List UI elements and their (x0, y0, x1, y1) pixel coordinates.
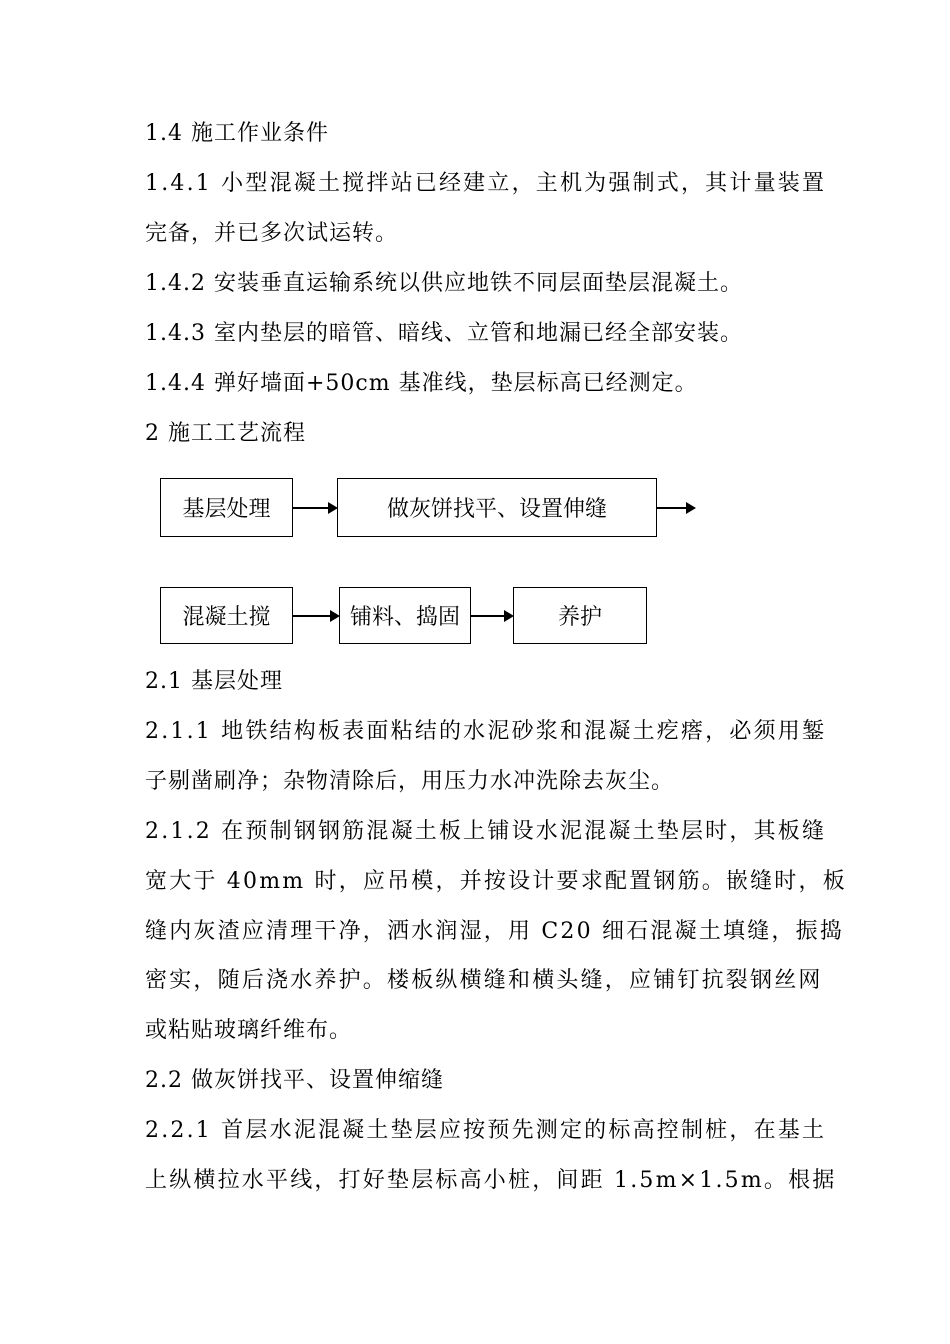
section-heading-1-4: 1.4 施工作业条件 (145, 121, 329, 146)
flow-step-placing-tamping: 铺料、捣固 (339, 587, 471, 644)
paragraph-line: 1.4.2 安装垂直运输系统以供应地铁不同层面垫层混凝土。 (145, 271, 743, 296)
paragraph-line: 缝内灰渣应清理干净，洒水润湿，用 C20 细石混凝土填缝，振捣 (145, 919, 845, 944)
flow-step-leveling-joints: 做灰饼找平、设置伸缝 (337, 478, 657, 537)
paragraph-line: 1.4.4 弹好墙面+50cm 基准线，垫层标高已经测定。 (145, 371, 698, 396)
flow-step-base-treatment: 基层处理 (160, 478, 293, 537)
flow-arrow-icon (293, 507, 336, 509)
paragraph-line: 上纵横拉水平线，打好垫层标高小桩，间距 1.5m×1.5m。根据 (145, 1168, 837, 1193)
paragraph-line: 宽大于 40mm 时，应吊模，并按设计要求配置钢筋。嵌缝时，板 (145, 869, 847, 894)
flow-arrow-icon (657, 507, 694, 509)
paragraph-line: 密实，随后浇水养护。楼板纵横缝和横头缝，应铺钉抗裂钢丝网 (145, 968, 823, 993)
section-heading-2-2: 2.2 做灰饼找平、设置伸缩缝 (145, 1068, 444, 1093)
paragraph-line: 2.2.1 首层水泥混凝土垫层应按预先测定的标高控制桩，在基土 (145, 1118, 827, 1143)
flow-step-concrete-mixing: 混凝土搅 (160, 587, 293, 644)
flow-arrow-icon (471, 615, 512, 617)
paragraph-line: 完备，并已多次试运转。 (145, 221, 399, 246)
paragraph-line: 2.1.1 地铁结构板表面粘结的水泥砂浆和混凝土疙瘩，必须用錾 (145, 719, 827, 744)
section-heading-2-1: 2.1 基层处理 (145, 669, 283, 694)
paragraph-line: 1.4.3 室内垫层的暗管、暗线、立管和地漏已经全部安装。 (145, 321, 743, 346)
paragraph-line: 2.1.2 在预制钢钢筋混凝土板上铺设水泥混凝土垫层时，其板缝 (145, 819, 827, 844)
paragraph-line: 子剔凿刷净；杂物清除后，用压力水冲洗除去灰尘。 (145, 769, 675, 794)
flow-step-curing: 养护 (513, 587, 647, 644)
paragraph-line: 或粘贴玻璃纤维布。 (145, 1018, 353, 1043)
section-heading-2: 2 施工工艺流程 (145, 421, 306, 446)
paragraph-line: 1.4.1 小型混凝土搅拌站已经建立，主机为强制式，其计量装置 (145, 171, 827, 196)
flow-arrow-icon (293, 615, 338, 617)
